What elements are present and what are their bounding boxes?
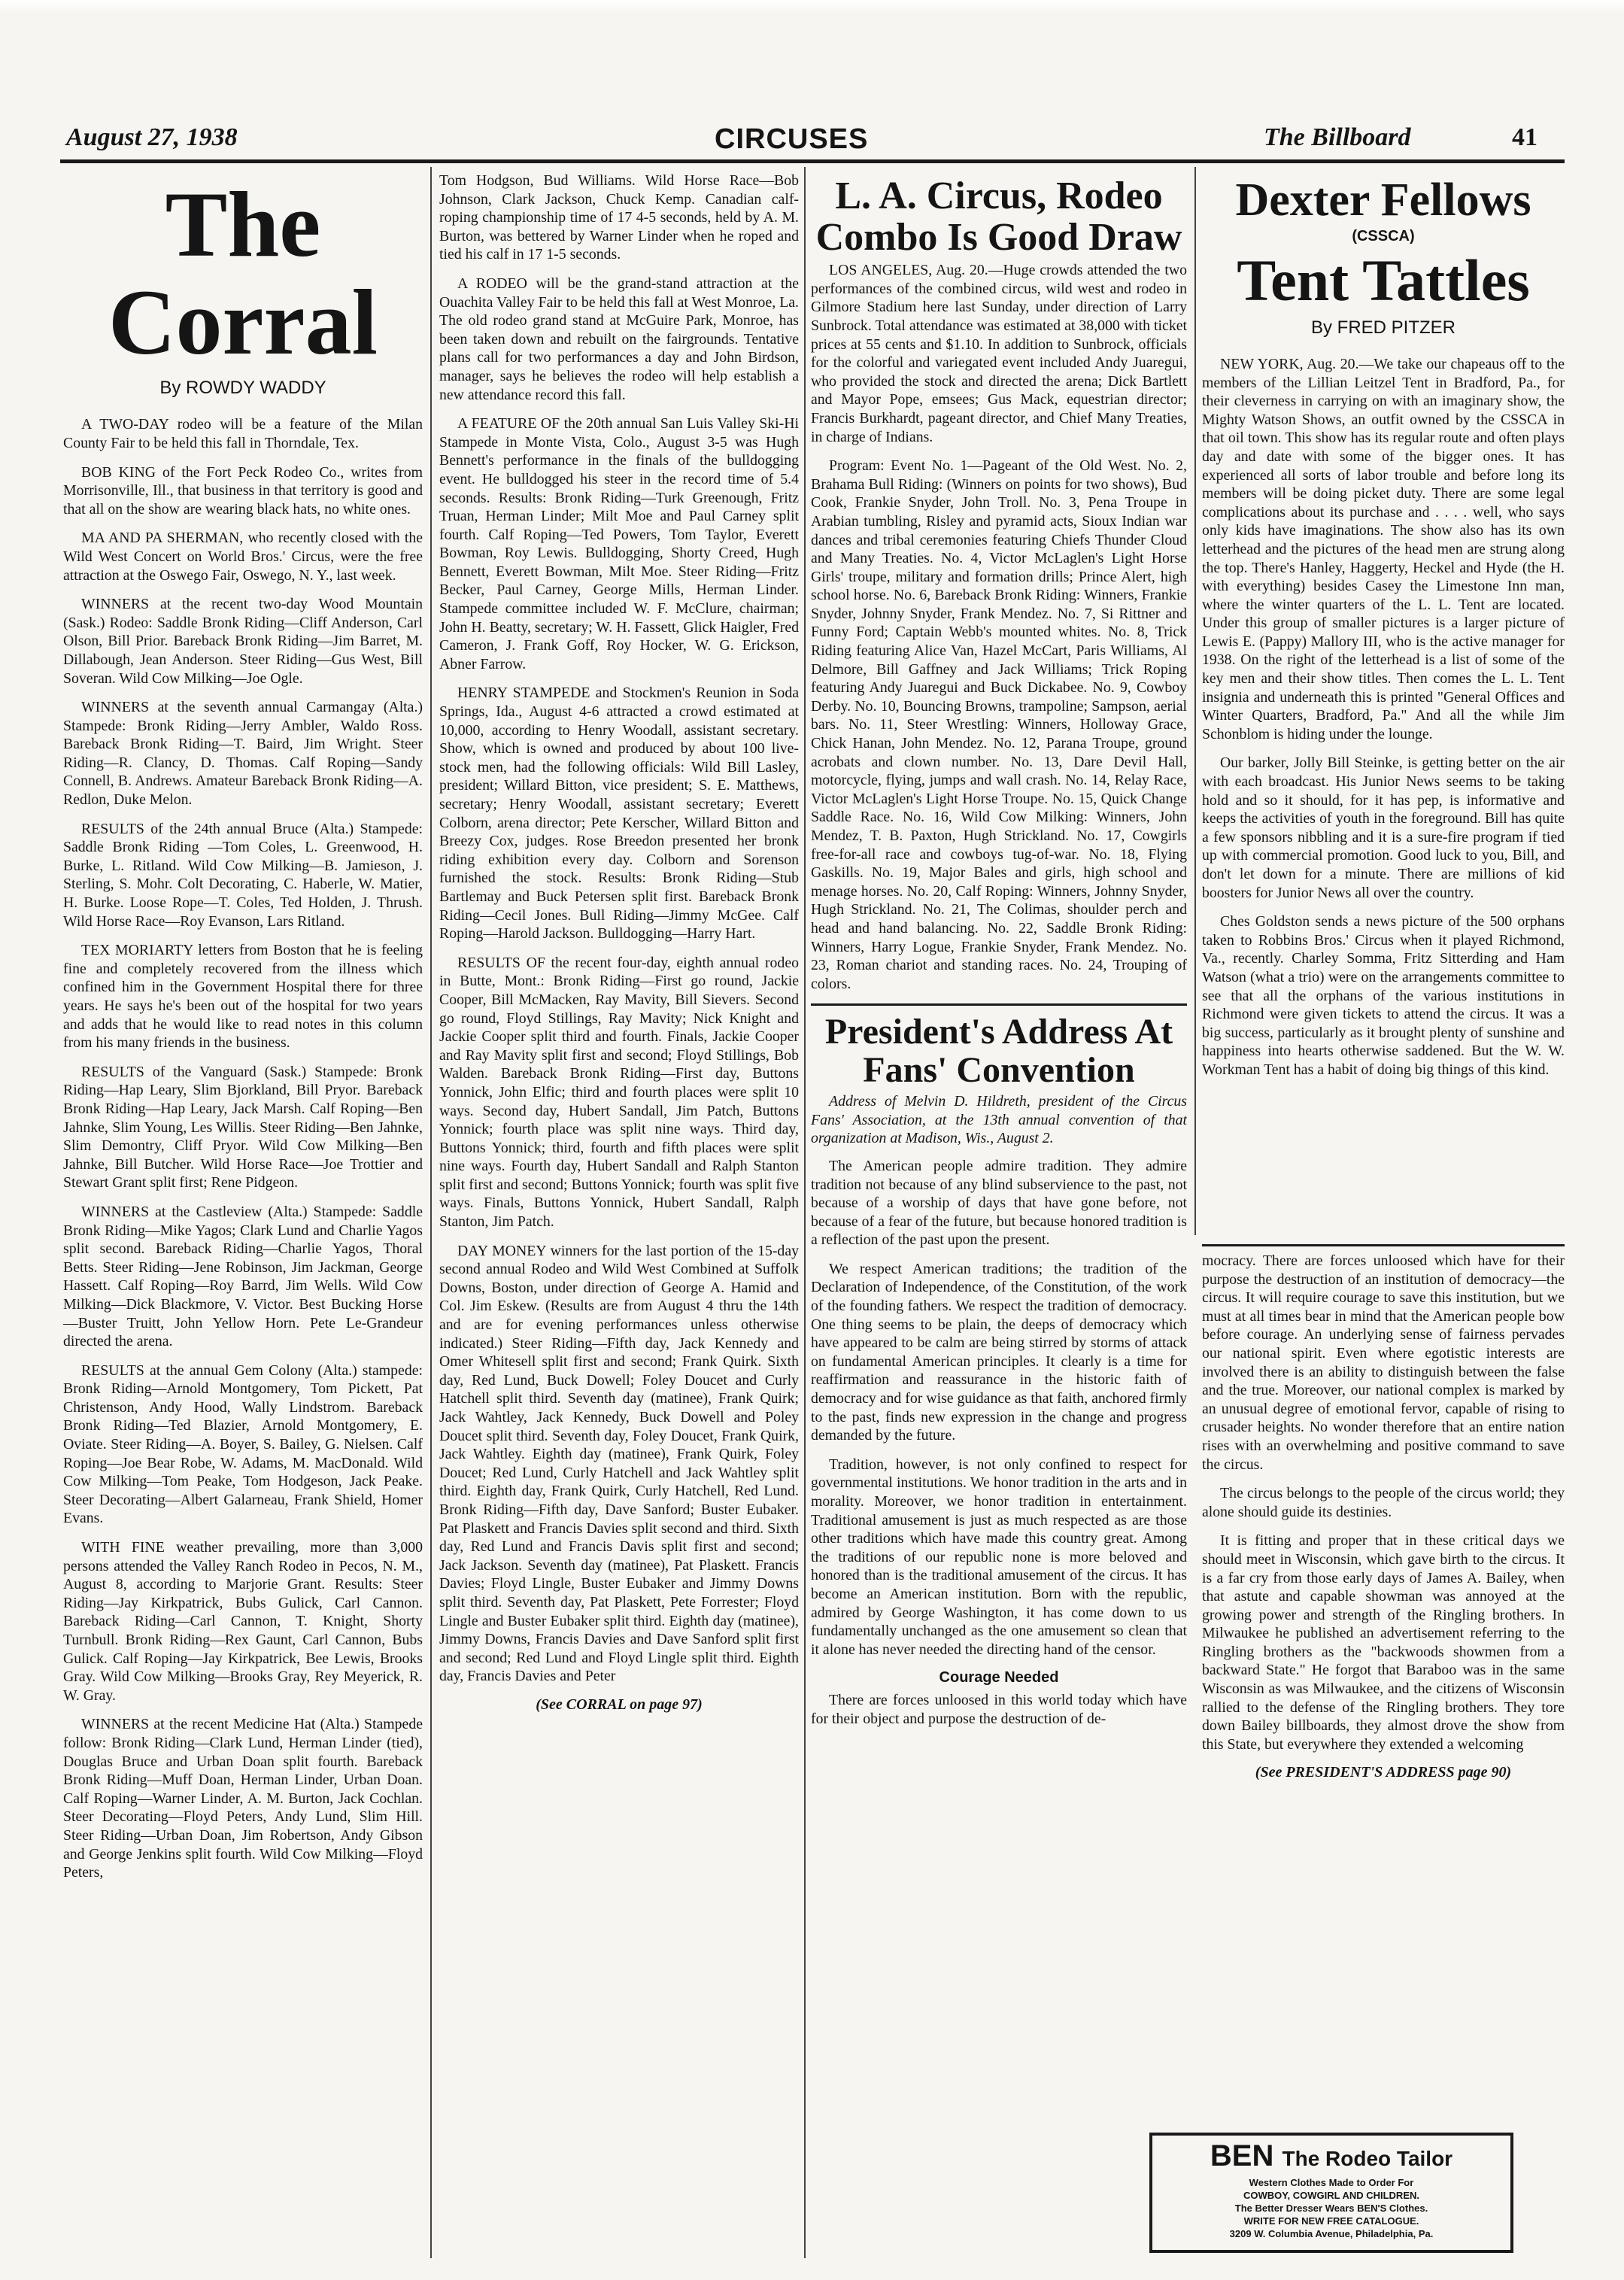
paragraph: It is fitting and proper that in these critical days we should meet in Wisconsin, which gave birth to the circus. It is a far cry from those early days of James A. Bailey, when that astute and capable showman was annoyed at the growing power and strength of the Ringling brothers. In Milwaukee he published an advertisement referring to the Ringling brothers as the "backwoods showmen from a backward State." He forgot that Baraboo was in the same Wisconsin as was Milwaukee, and the citizens of Wisconsin rallied to the defense of the Ringling brothers. They tore down Bailey billboards, they almost drove the show from this State, but everywhere they extended a welcoming [1202,1532,1565,1753]
dexter-byline: By FRED PITZER [1310,317,1456,338]
paragraph: HENRY STAMPEDE and Stockmen's Reunion in Soda Springs, Ida., August 4-6 attracted a crowd estimated at 10,000, according to Henry Woodall, assistant secretary. Show, which is owned and produced by about 100 live-stock men, had the following officials: Wild Bill Lasley, president; Willard Bitton, vice president; S. E. Matthews, secretary; Henry Woodall, assistant secretary; Everett Colborn, arena director; Pete Kerscher, Willard Bitton and Breezy Cox, judges. Rose Breedon presented her bronk riding exhibition every day. Colborn and Sorenson furnished the stock. Results: Bronk Riding—Stub Bartlemay and Buck Petersen split first. Bareback Bronk Riding—Cecil Jones. Bull Riding—Jimmy McGee. Calf Roping—Harold Jackson. Bulldogging—Harry Hart. [439,685,799,943]
paragraph: Tom Hodgson, Bud Williams. Wild Horse Race—Bob Johnson, Clark Jackson, Chuck Kemp. Canadian calf-roping championship time of 17 4-5 seconds, held by A. M. Burton, was bettered by Warner Linder when he roped and tied his calf in 17 1-5 seconds. [439,172,799,263]
column-rule [1194,167,1196,1235]
paragraph: NEW YORK, Aug. 20.—We take our chapeaus off to the members of the Lillian Leitzel Tent in Bradford, Pa., for their cleverness in carrying on with an imaginary show, the Mighty Watson Shows, an outfit owned by the CSSCA in that oil town. This show has its regular route and often plays day and date with some of the bigger ones. It has experienced all sorts of labor trouble and before long its members will be doing picket duty. There are some legal complications about its purchase and . . . . well, who says only kids have imaginations. The show also has its own letterhead and the pictures of the head men are strung along the top. There's Hanley, Haggerty, Heckel and Hyde (the H. with everything) besides Casey the Limestone Inn man, where the winter quarters of the L. L. Tent are located. Under this group of smaller pictures is a larger picture of Lewis E. (Pappy) Mallory III, who is the active manager for 1938. On the right of the letterhead is a list of some of the key men and their show titles. Then comes the L. L. Tent insignia and underneath this is printed "General Offices and Winter Quarters, Bradford, Pa." And all the while Jim Schonblom is hiding under the lounge. [1202,355,1565,742]
paragraph: LOS ANGELES, Aug. 20.—Huge crowds attended the two performances of the combined circus, wild west and rodeo in Gilmore Stadium here last Sunday, under direction of Larry Sunbrock. Total attendance was estimated at 38,000 with ticket prices at 55 cents and $1.10. In addition to Sunbrock, officials for the colorful and variegated event included Andy Juaregui, who provided the stock and directed the arena; Dick Bartlett and Mayor Pope, emsees; Gus Mack, equestrian director; Francis Burkhardt, pageant director, and Chief Many Treaties, in charge of Indians. [811,262,1187,445]
column-rule [430,167,432,2258]
paragraph: RESULTS of the Vanguard (Sask.) Stampede: Bronk Riding—Hap Leary, Slim Bjorkland, Bill Pryor. Bareback Bronk Riding—Hap Leary, Jack Marsh. Calf Roping—Ben Jahnke, Slim Young, Les Willis. Steer Riding—Ben Jahnke, Slim Demontry, Cliff Pryor. Wild Cow Milking—Ben Jahnke, Bill Butcher. Wild Horse Race—Joe Trottier and Stewart Grant split first; Rene Pidgeon. [63,1063,423,1192]
paragraph: mocracy. There are forces unloosed which have for their purpose the destruction of an institution of democracy—the circus. It will require courage to save this institution, but we must at all times bear in mind that the American people bow before courage. An underlying sense of fairness pervades our national spirit. Even where egotistic interests are involved there is an ability to distinguish between the false and the true. Moreover, our national complex is marked by an unusual degree of emotional fervor, capable of rising to crusader heights. No wonder therefore that an entire nation rises with an overwhelming and positive command to save the circus. [1202,1252,1565,1473]
ad-line: The Better Dresser Wears BEN'S Clothes. [1234,2203,1428,2214]
page-number: 41 [1512,123,1537,151]
ad-brand [1152,2139,1510,2176]
corral-body [63,415,423,1881]
article-rule [811,1003,1187,1006]
issue-date: August 27, 1938 [66,123,238,151]
paragraph: WINNERS at the recent Medicine Hat (Alta.) Stampede follow: Bronk Riding—Clark Lund, Herman Linder (tied), Douglas Bruce and Urban Doan split fourth. Bareback Bronk Riding—Muff Doan, Herman Linder, Urban Doan. Calf Roping—Warner Linder, A. M. Burton, Jack Cochlan. Steer Decorating—Floyd Peters, Andy Lund, Slim Hill. Steer Riding—Urban Doan, Jim Robertson, Andy Gibson and George Jenkins split fourth. Wild Cow Milking—Floyd Peters, [63,1716,423,1881]
president-continued-body [1202,1252,1565,1753]
dexter-subtitle: (CSSCA) [1352,228,1415,245]
la-circus-title: L. A. Circus, Rodeo Combo Is Good Draw [815,175,1182,259]
paragraph: WINNERS at the recent two-day Wood Mountain (Sask.) Rodeo: Saddle Bronk Riding—Cliff Anderson, Carl Olson, Bill Prior. Bareback Bronk Riding—Jim Barret, M. Dillabough, Jean Anderson. Steer Riding—Gus West, Bill Soveran. Wild Cow Milking—Joe Ogle. [63,596,423,687]
courage-subhead: Courage Needed [939,1669,1059,1686]
president-body [811,1157,1187,1659]
dexter-body [1202,355,1565,1079]
paragraph: A FEATURE OF the 20th annual San Luis Valley Ski-Hi Stampede in Monte Vista, Colo., August 3-5 was Hugh Bennett's performance in the finals of the bulldogging event. He bulldogged his steer in the record time of 5.4 seconds. Results: Bronk Riding—Turk Greenough, Fritz Truan, Herman Linder; Milt Moe and Paul Carney split fourth. Calf Roping—Ted Powers, Tom Taylor, Everett Bowman, Roy Lewis. Bulldogging, Shorty Creed, Hugh Bennett, Everett Bowman, Milt Moe. Steer Riding—Fritz Becker, Paul Carney, George Mills, Herman Linder. Stampede committee included W. F. McClure, chairman; John H. Beatty, secretary; W. H. Fassett, Glick Haigler, Fred Cameron, J. Frank Goff, Roy Hocker, W. G. Erickson, Abner Farrow. [439,415,799,672]
ad-brand-tagline: The Rodeo Tailor [1282,2147,1453,2170]
paragraph: Program: Event No. 1—Pageant of the Old West. No. 2, Brahama Bull Riding: (Winners on points for two shows), Bud Cook, Frankie Snyder, John Troll. No. 3, Pena Troupe in Arabian tumbling, Risley and pyramid acts, Sioux Indian war dances and tribal ceremonies featuring Chiefs Thunder Cloud and Many Treaties. No. 4, Victor McLaglen's Light Horse Girls' troupe, military and formation drills; Prince Alert, high school horse. No. 6, Bareback Bronk Riding: Winners, Frankie Snyder, Johnny Snyder, Frank Mendez. No. 7, Si Rittner and Funny Ford; Captain Webb's mounted whites. No. 8, Trick Riding featuring Alice Van, Hazel McCart, Paris Williams, Al Delmore, Bill Gaffney and Jack Williams; Trick Roping featuring Andy Juaregui and Buck Dickabee. No. 9, Cowboy Derby. No. 10, Bouncing Browns, trampoline; Sampson, aerial bars. No. 11, Steer Wrestling: Winners, Holloway Grace, Chick Hanan, John Mendez. No. 12, Parana Troupe, ground acrobats and clown number. No. 13, Dare Devil Hall, motorcycle, flying, jumps and wall crash. No. 14, Relay Race, Victor McLaglen's Light Horse Troupe. No. 15, Quick Change Saddle Race. No. 16, Wild Cow Milking: Winners, John Mendez, T. B. Paxton, Hugh Strickland. No. 17, Cowgirls free-for-all race and cowboys tug-of-war. No. 18, Flying Gaskills. No. 19, Major Bales and girls, high school and menage horses. No. 20, Calf Roping: Winners, Johnny Snyder, Hugh Strickland. No. 21, The Colimas, shoulder perch and head and hand balancing. No. 22, Saddle Bronk Riding: Winners, Harry Logue, Frankie Snyder, Frank Mendez. No. 23, Roman chariot and standing races. No. 24, Trouping of colors. [811,457,1187,992]
president-title: President's Address At Fans' Convention [824,1012,1173,1090]
president-continued [1202,1252,1565,1781]
rodeo-tailor-ad [1149,2133,1513,2253]
paragraph: RESULTS of the 24th annual Bruce (Alta.) Stampede: Saddle Bronk Riding —Tom Coles, L. Greenwood, H. Burke, L. Ritland. Wild Cow Milking—B. Jamieson, J. Sterling, S. Mohr. Colt Decorating, C. Haberle, W. Matier, H. Burke. Loose Rope—T. Coles, Ted Holden, J. Thrush. Wild Horse Race—Roy Evanson, Lars Ritland. [63,820,423,930]
corral-title: The Corral [108,173,378,375]
president-intro: Address of Melvin D. Hildreth, president of the Circus Fans' Association, at the 13th annual convention of that organization at Madison, Wis., August 2. [811,1093,1187,1147]
ad-line: Western Clothes Made to Order For [1249,2177,1414,2188]
paragraph: Ches Goldston sends a news picture of the 500 orphans taken to Robbins Bros.' Circus when it played Richmond, Va., recently. Charley Somma, Fritz Sitterding and Ham Watson (what a trio) were on the arrangements committee to see that all the orphans of the various institutions in Richmond were given tickets to attend the circus. It was a big success, particularly as it brought plenty of sunshine and happiness into hearts otherwise saddened. But the W. W. Workman Tent has a habit of doing big things of this kind. [1202,913,1565,1078]
courage-text: There are forces unloosed in this world today which have for their object and purpose the destruction of de- [811,1692,1187,1727]
paragraph: We respect American traditions; the tradition of the Declaration of Independence, of the Constitution, of the work of the founding fathers. We respect the tradition of democracy. One thing seems to be plain, the deeps of democracy which have appeared to be calm are being stirred by storms of attack on fundamental American principles. It clearly is a time for reaffirmation and reassurance in the historic faith of democracy and for wise guidance as that faith, anchored firmly to the past, finds new expression in the change and progress demanded by the future. [811,1260,1187,1444]
paragraph: Tradition, however, is not only confined to respect for governmental institutions. We honor tradition in the arts and in morality. Moreover, we honor tradition in entertainment. Traditional amusement is just as much respected as are those other traditions which have made this country great. Among the traditions of our republic none is more beloved and honored than is the traditional amusement of the circus. It has become an American institution. Born with the republic, admired by George Washington, it has come down to us fundamentally unchanged as the one amusement so clean that it alone has never needed the directing hand of the censor. [811,1456,1187,1658]
article-rule [1202,1244,1565,1246]
ad-line: COWBOY, COWGIRL AND CHILDREN. [1243,2190,1419,2201]
scan-edge [0,0,1624,14]
paragraph: TEX MORIARTY letters from Boston that he is feeling fine and completely recovered from the illness which confined him in the Government Hospital there for three years. He says he's been out of the hospital for two years and adds that he would like to read notes in this column from his many friends in the business. [63,942,423,1052]
section-title: CIRCUSES [715,123,869,155]
paragraph: RESULTS OF the recent four-day, eighth annual rodeo in Butte, Mont.: Bronk Riding—First go round, Jackie Cooper, Bill McMacken, Ray Mavity, Bill Sievers. Second go round, Floyd Stillings, Ray Mavity; Nick Knight and Jackie Cooper split third and fourth. Finals, Jackie Cooper and Ray Mavity split first and second; Floyd Stillings, Bob Walden. Bareback Bronk Riding—First day, Buttons Yonnick, John Elfic; third and fourth places were split 10 ways. Second day, Hubert Sandall, Jim Patch, Buttons Yonnick; fourth place was split nine ways. Third day, Buttons Yonnick; third, fourth and fifth places were split nine ways. Fourth day, Hubert Sandall and Ralph Stanton split first and second; Buttons Yonnick; fourth was split five ways. Finals, Buttons Yonnick, Hubert Sandall, Ralph Stanton, Jim Patch. [439,954,799,1231]
paragraph: WINNERS at the seventh annual Carmangay (Alta.) Stampede: Bronk Riding—Jerry Ambler, Waldo Ross. Bareback Bronk Riding—T. Baird, Jim Wright. Steer Riding—R. Clancy, D. Thomas. Calf Roping—Sandy Connell, B. Andrews. Amateur Bareback Bronk Riding—A. Redlon, Duke Melon. [63,699,423,809]
paragraph: WINNERS at the Castleview (Alta.) Stampede: Saddle Bronk Riding—Mike Yagos; Clark Lund and Charlie Yagos split second. Bareback Riding—Charlie Yagos, Thoral Betts. Steer Riding—Jene Robinson, Jim Jackman, George Hassett. Calf Roping—Roy Barrd, Jim Wells. Wild Cow Milking—Dick Blackmore, V. Victor. Best Bucking Horse—Buster Truitt, John Yellow Horn. Pete Le-Grandeur directed the arena. [63,1203,423,1350]
corral-byline: By ROWDY WADDY [159,378,326,399]
paragraph: A RODEO will be the grand-stand attraction at the Ouachita Valley Fair to be held this fall at West Monroe, La. The old rodeo grand stand at McGuire Park, Monroe, has been taken down and rebuilt on the fairgrounds. Tentative plans call for two performances a day and John Birdson, manager, says he believes the rodeo will help establish a new attendance record this fall. [439,275,799,403]
ad-address: 3209 W. Columbia Avenue, Philadelphia, Pa. [1229,2228,1434,2239]
paragraph: The American people admire tradition. They admire tradition not because of any blind subservience to the past, not because of a worship of days that have gone before, not because of a fear of the future, but because honored tradition is a reflection of the past upon the present. [811,1157,1187,1249]
header-rule [60,159,1565,163]
la-circus-body [811,261,1187,993]
paragraph: DAY MONEY winners for the last portion of the 15-day second annual Rodeo and Wild West Combined at Suffolk Downs, Boston, under direction of George A. Hamid and Col. Jim Eskew. (Results are from August 4 thru the 14th and are for evening performances unless otherwise indicated.) Steer Riding—Fifth day, Jack Kennedy and Omer Whitesell split first and second; Frank Quirk. Sixth day, Red Lund, Buck Dowell; Foley Doucet and Curly Hatchell split third. Seventh day (matinee), Frank Quirk; Jack Wahtley, Jack Kennedy, Buck Dowell and Poley Doucet split third. Seventh day, Foley Doucet, Frank Quirk, Jack Wahtley. Eighth day (matinee), Frank Quirk, Foley Doucet; Red Lund, Curly Hatchell and Jack Wahtley split third. Eighth day, Frank Quirk, Curly Hatchell, Red Lund. Bronk Riding—Fifth day, Dave Sanford; Buster Eubaker. Pat Plaskett and Francis Davies split second and third. Sixth day, Red Lund and Francis Davis split first and second; Jack Jackson. Seventh day (matinee), Pat Plaskett. Francis Davies; Floyd Lingle, Buster Eubaker and Jimmy Downs split third. Seventh day, Pat Plaskett, Pete Forrester; Floyd Lingle and Buster Eubaker split third. Eighth day (matinee), Jimmy Downs, Francis Davies and Dave Sanford split first and second; Red Lund and Floyd Lingle split third. Eighth day, Francis Davies and Peter [439,1242,799,1685]
tent-tattles-title: Tent Tattles [1237,247,1530,314]
ad-brand-name: BEN [1210,2139,1274,2172]
paragraph: WITH FINE weather prevailing, more than 3,000 persons attended the Valley Ranch Rodeo in Pecos, N. M., August 8, according to Marjorie Grant. Results: Steer Riding—Jay Kirkpatrick, Bubs Gulick, Carl Cannon. Bareback Riding—Carl Cannon, T. Knight, Shorty Turnbull. Bronk Riding—Rex Gaunt, Carl Cannon, Bubs Gulick. Calf Roping—Jay Kirkpatrick, Bee Lewis, Brooks Gray. Wild Cow Milking—Brooks Gray, Rey Meyerick, R. W. Gray. [63,1539,423,1704]
dexter-column [1202,172,1565,1090]
la-circus-column [811,172,1187,1739]
paragraph: BOB KING of the Fort Peck Rodeo Co., writes from Morrisonville, Ill., that business in that territory is good and that all on the show are wearing black hats, no white ones. [63,463,423,518]
paragraph: RESULTS at the annual Gem Colony (Alta.) stampede: Bronk Riding—Arnold Montgomery, Tom Pickett, Pat Christenson, Andy Hood, Wally Lindstrom. Bareback Bronk Riding—Ted Blazier, Arnold Montgomery, E. Oviate. Steer Riding—A. Boyer, S. Bailey, G. Nielsen. Calf Roping—Joe Bear Robe, W. Adams, M. MacDonald. Wild Cow Milking—Tom Peake, Tom Hodgeson, Jack Peake. Steer Decorating—Albert Galarneau, Frank Shield, Homer Evans. [63,1362,423,1527]
ad-line: WRITE FOR NEW FREE CATALOGUE. [1243,2215,1419,2227]
corral-continued-body [439,172,799,1686]
paragraph: MA AND PA SHERMAN, who recently closed with the Wild West Concert on World Bros.' Circus, were the free attraction at the Oswego Fair, Oswego, N. Y., last week. [63,530,423,584]
corral-column [63,172,423,1893]
president-see-more: (See PRESIDENT'S ADDRESS page 90) [1255,1764,1512,1781]
paragraph: Our barker, Jolly Bill Steinke, is getting better on the air with each broadcast. His Junior News seems to be taking hold and so it should, for it has pep, is informative and keeps the activities of youth in the foreground. Bill has quite a few sponsors nibbling and it is a sure-fire program if tied up with commercial promotion. Good luck to you, Bill, and don't let down for a minute. There are millions of kid boosters for Junior News all over the country. [1202,754,1565,901]
dexter-title: Dexter Fellows [1235,175,1531,226]
corral-continued-column [439,172,799,1714]
magazine-name: The Billboard [1264,123,1411,151]
paragraph: A TWO-DAY rodeo will be a feature of the Milan County Fair to be held this fall in Thorndale, Tex. [63,416,423,451]
paragraph: The circus belongs to the people of the circus world; they alone should guide its destinies. [1202,1485,1565,1520]
column-rule [804,167,806,2258]
corral-see-more: (See CORRAL on page 97) [536,1696,703,1713]
